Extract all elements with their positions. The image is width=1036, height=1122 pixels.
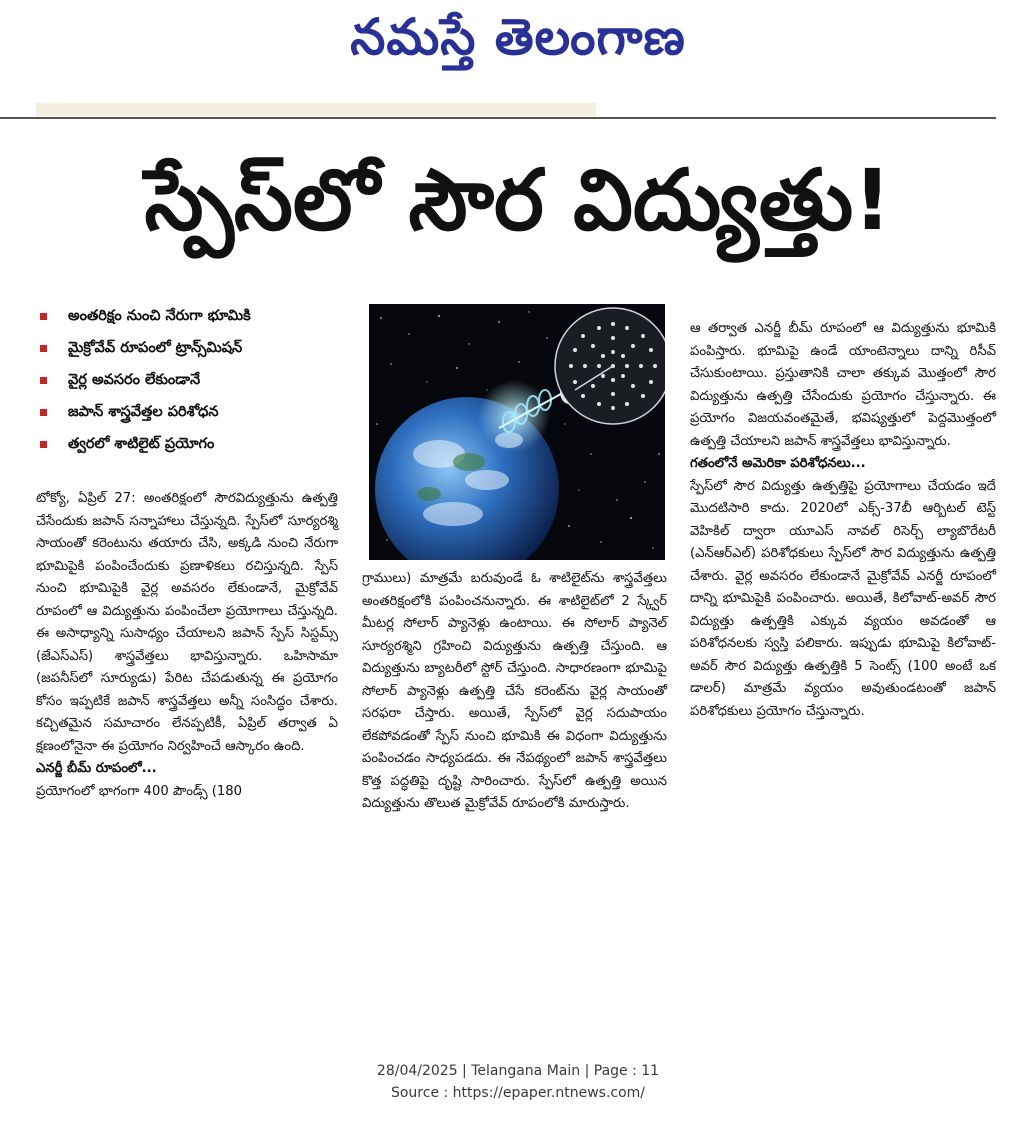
square-bullet-icon: [40, 441, 47, 448]
paragraph: గ్రాములు) మాత్రమే బరువుండే ఓ శాటిలైట్‌ను శాస్త్రవేత్తలు అంతరిక్షంలోకి పంపించనున్నారు. ఈ శాటిలైట్‌లో 2 స్క్వేర్ మీటర్ల సోలార్ ప్యానెళ్లు ఉంటాయి. ఈ సోలార్ ప్యానెల్ సూర్యరశ్మిని గ్రహించి విద్యుత్తును ఉత్పత్తి చేస్తుంది. ఆ విద్యుత్తును బ్యాటరీలో స్టోర్ చేస్తుంది. సాధారణంగా భూమిపై సోలార్ ప్యానెళ్లు ఉత్పత్తి చేసే కరెంట్‌ను వైర్ల సాయంతో సరఫరా చేస్తారు. అయితే, స్పేస్‌లో వైర్ల సదుపాయం లేకపోవడంతో స్పేస్ నుంచి భూమికి ఈ విధంగా విద్యుత్తును పంపించడం సాధ్యపడదు. ఈ నేపథ్యంలో జపాన్ శాస్త్రవేత్తలు కొత్త పద్ధతిపై దృష్టి సారించారు. స్పేస్‌లో ఉత్పత్తి అయిన విద్యుత్తును తొలుత మైక్రోవేవ్ రూపంలోకి మారుస్తారు.: [362, 571, 667, 811]
highlight-text: జపాన్ శాస్త్రవేత్తల పరిశోధన: [68, 404, 219, 420]
space-solar-satellite-illustration: [369, 304, 665, 560]
newspaper-logo: నమస్తే తెలంగాణ: [350, 8, 686, 66]
highlight-text: మైక్రోవేవ్ రూపంలో ట్రాన్స్‌మిషన్: [68, 340, 243, 356]
paragraph: ప్రయోగంలో భాగంగా 400 పౌండ్స్ (180: [36, 783, 243, 799]
square-bullet-icon: [40, 345, 47, 352]
article-headline: స్పేస్‌లో సౌర విద్యుత్తు!: [144, 151, 892, 249]
header-strip: [36, 103, 596, 116]
subheading: గతంలోనే అమెరికా పరిశోధనలు...: [690, 456, 866, 471]
highlight-item: [36, 366, 356, 398]
article-column-2: [362, 568, 667, 816]
article-column-3: [690, 318, 996, 723]
highlight-text: వైర్ల అవసరం లేకుండానే: [68, 372, 201, 388]
source-url: Source : https://epaper.ntnews.com/: [390, 1085, 646, 1101]
highlight-text: అంతరిక్షం నుంచి నేరుగా భూమికి: [68, 308, 251, 324]
subheading: ఎనర్జీ బీమ్ రూపంలో...: [36, 761, 157, 776]
page-footer: [0, 1060, 1036, 1104]
highlight-text: త్వరలో శాటిలైట్ ప్రయోగం: [68, 436, 215, 452]
edition-info: 28/04/2025 | Telangana Main | Page : 11: [376, 1063, 660, 1079]
highlight-item: [36, 334, 356, 366]
paragraph: టోక్యో, ఏప్రిల్ 27: అంతరిక్షంలో సౌరవిద్యుత్తును ఉత్పత్తి చేసేందుకు జపాన్ సన్నాహాలు చేస్తున్నది. స్పేస్‌లో సూర్యరశ్మి సాయంతో కరెంటును తయారు చేసి, అక్కడి నుంచి నేరుగా భూమిపైకి పంపించేందుకు ప్రణాళికలు రచిస్తున్నది. స్పేస్ నుంచి భూమిపైకి వైర్ల అవసరం లేకుండానే, మైక్రోవేవ్ రూపంలో ఆ విద్యుత్తును పంపించేలా ప్రయోగాలు చేస్తున్నది. ఈ అసాధ్యాన్ని సుసాధ్యం చేయాలని జపాన్ స్పేస్ సిస్టమ్స్ (జేఎస్ఎస్) శాస్త్రవేత్తలు భావిస్తున్నారు. ఒహిసామా (జపనీస్‌లో సూర్యుడు) పేరిట చేపడుతున్న ఈ ప్రయోగం కోసం ఇప్పటికే జపాన్ శాస్త్రవేత్తలు అన్నీ సంసిద్ధం చేశారు. కచ్చితమైన సమాచారం లేనప్పటికీ, ఏప్రిల్ తర్వాత ఏ క్షణంలోనైనా ఈ ప్రయోగం నిర్వహించే ఆస్కారం ఉంది.: [36, 491, 338, 754]
highlight-item: [36, 398, 356, 430]
highlight-item: [36, 430, 356, 462]
highlight-item: [36, 302, 356, 334]
square-bullet-icon: [40, 313, 47, 320]
square-bullet-icon: [40, 409, 47, 416]
square-bullet-icon: [40, 377, 47, 384]
article-photo: [369, 304, 665, 560]
masthead: [0, 4, 1036, 74]
article-column-1: [36, 488, 338, 803]
header-divider: [0, 117, 996, 119]
paragraph: స్పేస్‌లో సౌర విద్యుత్తు ఉత్పత్తిపై ప్రయోగాలు చేయడం ఇదే మొదటిసారి కాదు. 2020లో ఎక్స్-37బీ ఆర్బిటల్ టెస్ట్ వెహికిల్ ద్వారా యూఎస్ నావల్ రిసెర్చ్ ల్యాబొరేటరీ (ఎన్ఆర్ఎల్) పరిశోధకులు స్పేస్‌లో సౌర విద్యుత్తును ఉత్పత్తి చేశారు. వైర్ల అవసరం లేకుండానే మైక్రోవేవ్ ఎనర్జీ రూపంలో దాన్ని భూమిపైకి పంపించారు. అయితే, కిలోవాట్-అవర్ సౌర విద్యుత్తు ఉత్పత్తికి ఎక్కువ వ్యయం అవడంతో ఆ పరిశోధనలకు స్వస్తి పలికారు. ఇప్పుడు భూమిపై కిలోవాట్-అవర్ సౌర విద్యుత్తు ఉత్పత్తికి 5 సెంట్స్ (100 అంటే ఒక డాలర్) మాత్రమే వ్యయం అవుతుండటంతో జపాన్ పరిశోధకులు ప్రయోగం చేస్తున్నారు.: [690, 478, 996, 719]
highlights-list: [36, 302, 356, 462]
paragraph: ఆ తర్వాత ఎనర్జీ బీమ్ రూపంలో ఆ విద్యుత్తును భూమికి పంపిస్తారు. భూమిపై ఉండే యాంటెన్నాలు దాన్ని రిసీవ్ చేసుకుంటాయి. ప్రస్తుతానికి చాలా తక్కువ మొత్తంలో సౌర విద్యుత్తును ఉత్పత్తి చేసేందుకు ప్రయోగం చేస్తున్నారు. ఈ ప్రయోగం విజయవంతమైతే, భవిష్యత్తులో పెద్దమొత్తంలో ఉత్పత్తి చేయాలని జపాన్ శాస్త్రవేత్తలు భావిస్తున్నారు.: [690, 321, 996, 449]
